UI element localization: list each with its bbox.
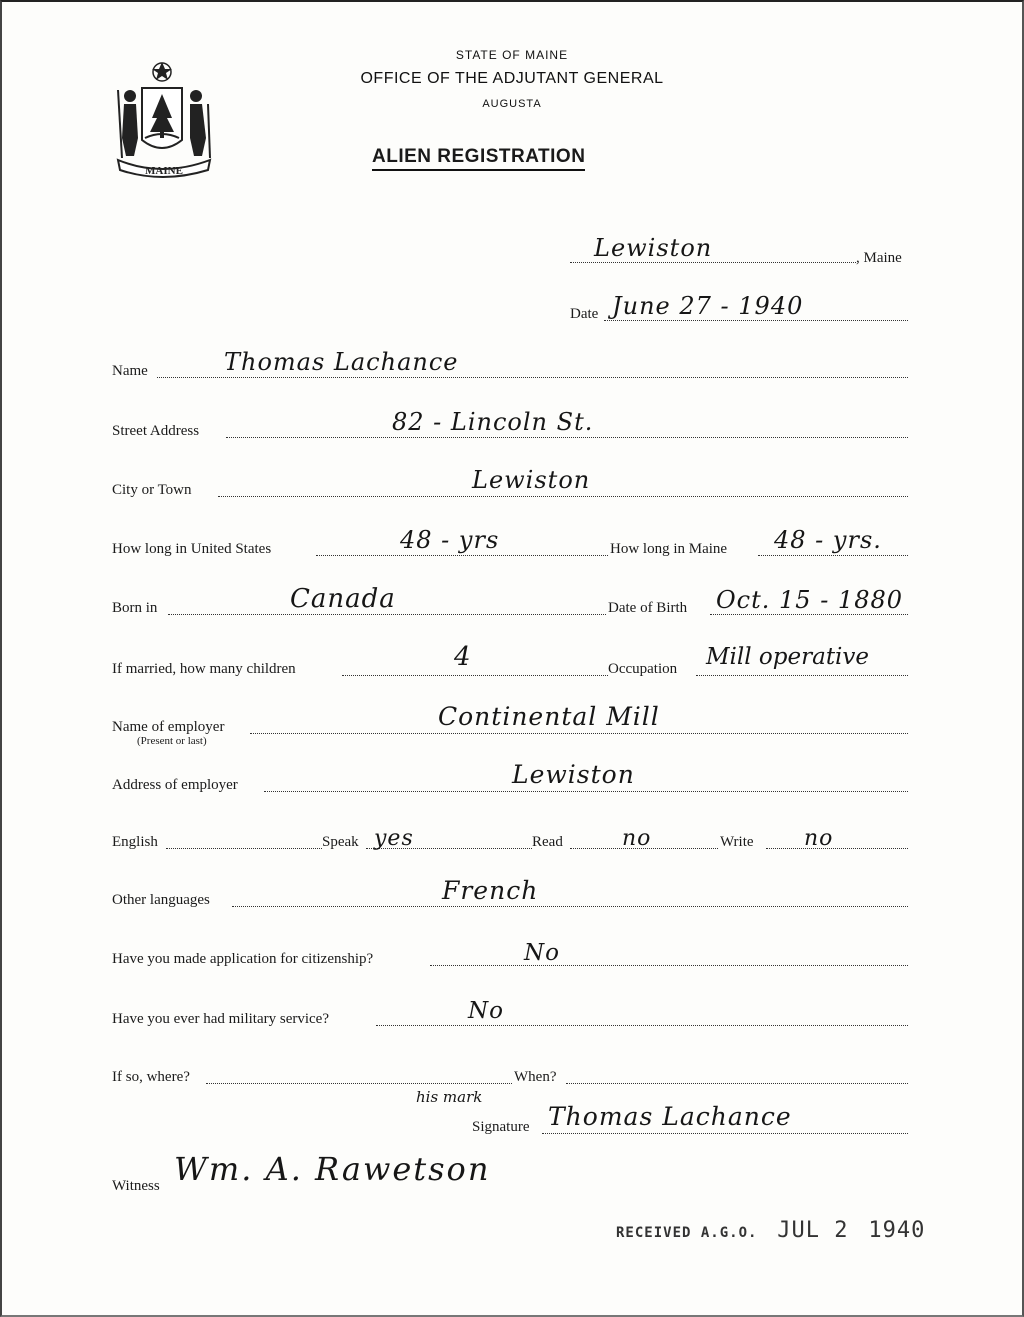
city-or-town-label: City or Town <box>112 482 192 498</box>
how-long-maine-label: How long in Maine <box>610 541 728 557</box>
occupation-line <box>696 675 908 676</box>
date-label: Date <box>570 306 599 322</box>
signature-value: Thomas Lachance <box>548 1102 792 1131</box>
signature-line <box>542 1133 908 1134</box>
military-service-label: Have you ever had military service? <box>112 1011 329 1027</box>
children-line <box>342 675 608 676</box>
date-of-birth-line <box>710 614 908 615</box>
street-address-label: Street Address <box>112 423 200 439</box>
maine-label: , Maine <box>856 250 902 266</box>
how-long-us-label: How long in United States <box>112 541 272 557</box>
other-languages-label: Other languages <box>112 892 210 908</box>
form-title: ALIEN REGISTRATION <box>372 146 585 171</box>
how-long-us-value: 48 - yrs <box>400 526 500 554</box>
when-line <box>566 1083 908 1084</box>
witness-signature: Wm. A. Rawetson <box>174 1150 491 1188</box>
office-heading: OFFICE OF THE ADJUTANT GENERAL <box>360 70 664 87</box>
how-long-maine-line <box>758 555 908 556</box>
his-mark-note: his mark <box>416 1088 483 1106</box>
employer-name-line <box>250 733 908 734</box>
occupation-value: Mill operative <box>706 644 870 670</box>
children-label: If married, how many children <box>112 661 296 677</box>
where-label: If so, where? <box>112 1069 190 1085</box>
employer-name-value: Continental Mill <box>438 702 660 731</box>
received-stamp-year: 1940 <box>868 1218 926 1243</box>
born-in-line <box>168 614 606 615</box>
citizenship-line <box>430 965 908 966</box>
speak-value: yes <box>374 826 414 851</box>
date-value: June 27 - 1940 <box>612 292 804 320</box>
citizenship-value: No <box>524 940 560 966</box>
write-label: Write <box>720 834 754 850</box>
born-in-value: Canada <box>290 584 396 614</box>
date-line <box>604 320 908 321</box>
children-value: 4 <box>454 642 472 672</box>
city-heading: AUGUSTA <box>482 98 542 110</box>
speak-label: Speak <box>322 834 359 850</box>
name-label: Name <box>112 363 148 379</box>
employer-address-label: Address of employer <box>112 777 238 793</box>
english-line <box>166 848 322 849</box>
english-label: English <box>112 834 158 850</box>
other-languages-line <box>232 906 908 907</box>
received-stamp-date: JUL 2 <box>777 1218 849 1243</box>
when-label: When? <box>514 1069 557 1085</box>
employer-address-line <box>264 791 908 792</box>
employer-address-value: Lewiston <box>512 760 635 789</box>
read-label: Read <box>532 834 563 850</box>
other-languages-value: French <box>442 876 539 905</box>
employer-name-label: Name of employer <box>112 719 225 735</box>
date-of-birth-label: Date of Birth <box>608 600 688 616</box>
how-long-us-line <box>316 555 608 556</box>
name-value: Thomas Lachance <box>224 348 459 376</box>
street-address-value: 82 - Lincoln St. <box>392 408 594 436</box>
military-service-value: No <box>468 998 504 1024</box>
place-value: Lewiston <box>594 234 713 262</box>
where-line <box>206 1083 512 1084</box>
date-of-birth-value: Oct. 15 - 1880 <box>716 586 904 614</box>
born-in-label: Born in <box>112 600 158 616</box>
military-service-line <box>376 1025 908 1026</box>
how-long-maine-value: 48 - yrs. <box>774 526 882 554</box>
received-stamp-prefix: RECEIVED A.G.O. <box>616 1225 758 1241</box>
write-line <box>766 848 908 849</box>
name-line <box>157 377 908 378</box>
witness-label: Witness <box>112 1178 160 1194</box>
seal-banner-text: MAINE <box>145 165 183 177</box>
state-of-maine-seal-icon <box>112 60 220 184</box>
state-heading: STATE OF MAINE <box>455 48 569 62</box>
place-line <box>570 262 856 263</box>
occupation-label: Occupation <box>608 661 678 677</box>
signature-label: Signature <box>472 1119 530 1135</box>
received-stamp <box>616 1218 925 1243</box>
citizenship-label: Have you made application for citizenship? <box>112 951 374 967</box>
write-value: no <box>804 826 834 851</box>
city-or-town-line <box>218 496 908 497</box>
city-or-town-value: Lewiston <box>472 466 591 494</box>
read-value: no <box>622 826 652 851</box>
street-address-line <box>226 437 908 438</box>
employer-name-sublabel: (Present or last) <box>137 735 207 747</box>
